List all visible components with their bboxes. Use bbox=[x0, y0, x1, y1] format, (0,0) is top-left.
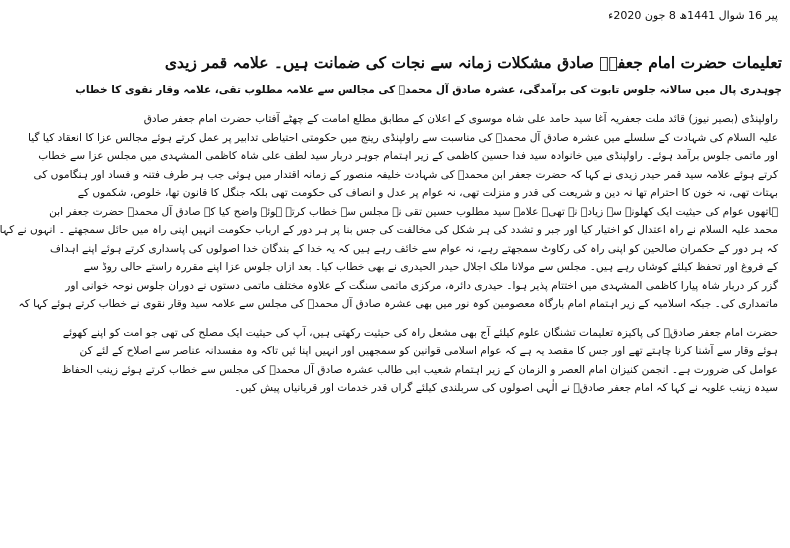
paragraph-gap bbox=[270, 314, 778, 324]
text-line: محمد علیہ السلام نے راہ اعتدال کو اختیار کیا اور جبر و تشدد کی ہر شکل کی مخالفت کی جس بنا پر ہر دور کے ارباب حکومت انہیں اپنی راہ میں حائل سمجھتے ۔ انہوں نے کہا bbox=[0, 224, 778, 236]
text-line: حضرت امام جعفر صادقؑ کی پاکیزہ تعلیمات تشنگان علوم کیلئے آج بھی مشعل راہ کی حیثیت رکھتی ہیں، آپ کی حیثیت ایک مصلح کی تھی جو امت کو اپنے کھوئے bbox=[62, 326, 778, 339]
text-line: ماتمداری کی۔ جبکہ اسلامیہ کے زیر اہتمام امام بارگاہ معصومین کوہ نور میں بھی عشرہ صادق آل محمدؐ کی مجلس سے علامہ سید وقار نقوی نے خطاب کرتے ہوئے کہا کہ bbox=[18, 298, 778, 310]
subheadline: چوہدری پال میں سالانہ جلوس تابوت کی برآمدگی، عشرہ صادق آل محمدؐ کی مجالس سے علامہ مطلوب تقی، علامہ وقار نقوی کا خطاب bbox=[75, 84, 782, 96]
text-line: کے فروغ اور تحفظ کیلئے کوشاں رہے ہیں۔ مجلس سے مولانا ملک اجلال حیدر الحیدری نے بھی خطاب کیا۔ بعد ازاں جلوس عزا اپنے مقررہ راستے حالی روڈ سے bbox=[83, 261, 778, 273]
dateline: پیر 16 شوال 1441ھ 8 جون 2020ء bbox=[608, 9, 778, 22]
article-body bbox=[0, 110, 782, 398]
text-line: کرتے ہوئے علامہ سید قمر حیدر زیدی نے کہا کہ حضرت جعفر ابن محمدؑ کی شہادت خلیفہ منصور کے زمانہ اقتدار میں ہوئی جب ہر طرف فتنہ و فساد اور ہنگاموں کی bbox=[33, 168, 778, 181]
paragraph-2 bbox=[61, 324, 778, 398]
text-line: گزر کر دربار شاہ پیارا کاظمی المشہدی میں اختتام پذیر ہوا۔ حیدری دائرہ، مرکزی ماتمی سنگت کے علاوہ مختلف ماتمی دستوں نے دوران جلوس نوحہ خوانی اور bbox=[65, 279, 778, 292]
text-line: راولپنڈی (بصیر نیوز) قائد ملت جعفریہ آغا سید حامد علی شاہ موسوی کے اعلان کے مطابق مطلع امامت کے چھٹے آفتاب حضرت امام جعفر صادق bbox=[143, 113, 778, 125]
headline: تعلیمات حضرت امام جعفرؑ صادق مشکلات زمانہ سے نجات کی ضمانت ہیں۔ علامہ قمر زیدی bbox=[164, 53, 782, 72]
paragraph-1 bbox=[0, 110, 778, 314]
text-line: ہوئے وقار سے آشنا کرنا چاہتے تھے اور جس کا مقصد یہ ہے کہ عوام اسلامی قوانین کو سمجھیں اور انہیں اپنا ئیں تاکہ وہ مفسدانہ عناصر سے اصلاح کے لئے کن bbox=[79, 345, 778, 357]
text-line: سیدہ زینب علویہ نے کہا کہ امام جعفر صادقؑ نے الٰہی اصولوں کی سربلندی کیلئے گراں قدر خدمات اور قربانیاں پیش کیں۔ bbox=[234, 382, 778, 394]
text-line: ہاتھوں عوام کی حیثیت ایک کھلونے سے زیادہ نہ تھی۔ علامہ سید مطلوب حسین تقی نے مجلس سے خطاب کرتے ہوئے واضح کیا کہ صادق آل محمدؐ حضرت جعفر ابن bbox=[49, 205, 778, 218]
text-line: کہ ہر دور کے حکمران صالحین کو اپنی راہ کی رکاوٹ سمجھتے رہے، نہ عوام سے خائف رہے ہیں کہ یہ خدا کے بندگان خدا اصولوں کی پاسداری کرتے ہوئے اپنے اہداف bbox=[50, 242, 778, 255]
text-line: اور ماتمی جلوس برآمد ہوئے۔ راولپنڈی میں خانوادہ سید فدا حسین کاظمی کے زیر اہتمام جوہر دربار سید لطف علی شاہ کاظمی المشہدی میں مجلس عزا سے خطاب bbox=[38, 150, 778, 162]
text-line: عوامل کی ضرورت ہے۔ انجمن کنیزان امام العصر و الزمان کے زیر اہتمام شعیب ابی طالب عشرہ صادق آل محمدؐ کی مجلس سے خطاب کرتے ہوئے زینب الحفاظ bbox=[61, 363, 778, 376]
text-line: بہتات تھی، نہ خون کا احترام تھا نہ دین و شریعت کی قدر و منزلت تھی، نہ عوام پر عدل و انصاف کی حکومت تھی بلکہ جنگل کا قانون تھا، خلوص، شکموں کے bbox=[77, 187, 778, 199]
text-line: علیہ السلام کی شہادت کے سلسلے میں عشرہ صادق آل محمدؐ کی مناسبت سے راولپنڈی رینج میں حکومتی احتیاطی تدابیر پر عمل کرتے ہوئے مجالس عزا کا انعقاد کیا گیا bbox=[27, 131, 778, 144]
